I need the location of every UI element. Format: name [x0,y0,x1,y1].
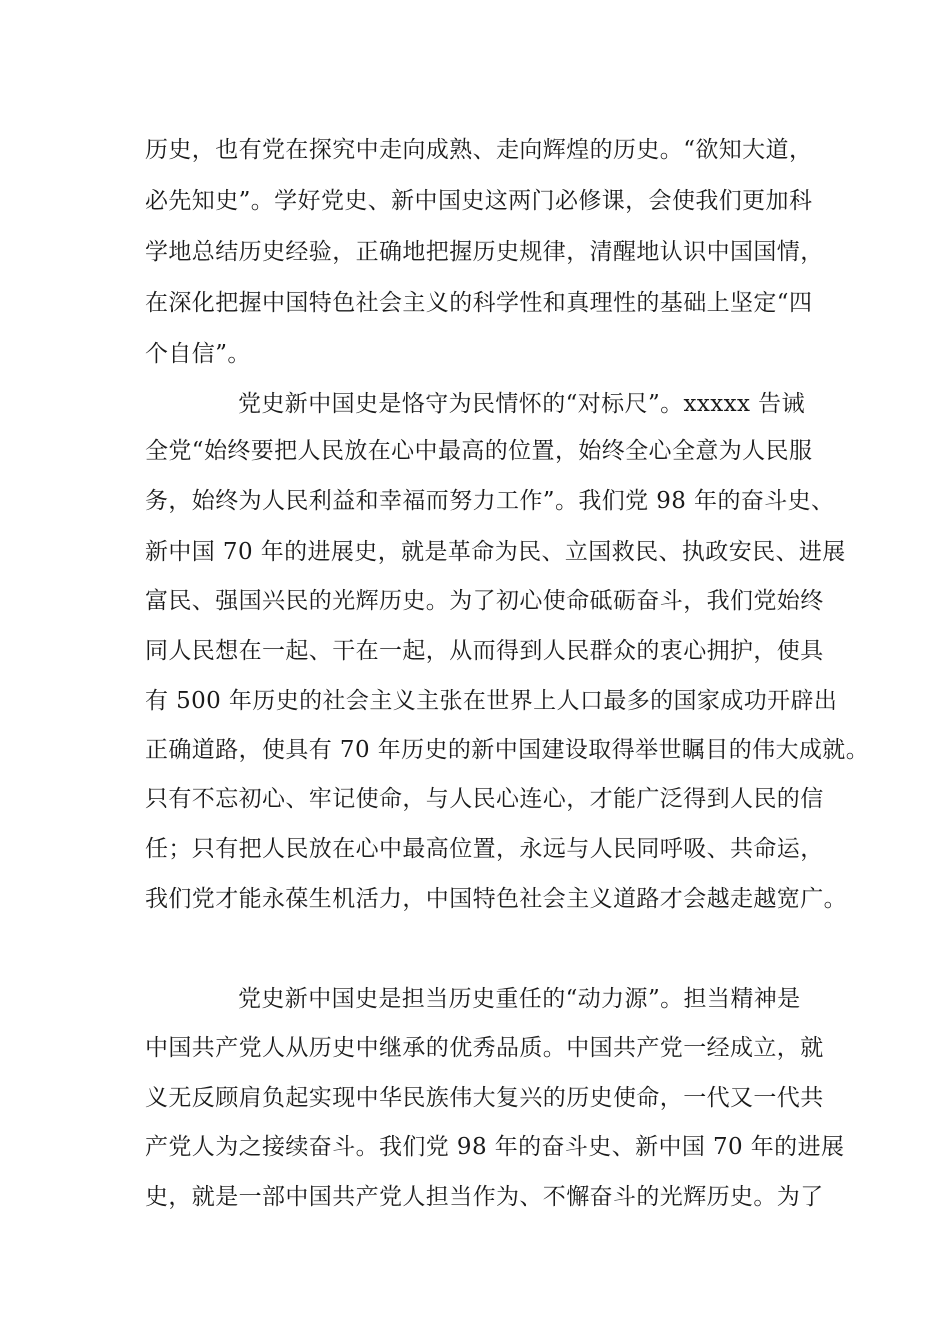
paragraph-line: 必先知史”。学好党史、新中国史这两门必修课，会使我们更加科 [145,188,813,214]
paragraph-line: 任；只有把人民放在心中最高位置，永远与人民同呼吸、共命运， [145,836,824,862]
paragraph-line: 新中国 70 年的进展史，就是革命为民、立国救民、执政安民、进展 [145,539,846,565]
paragraph-line: 产党人为之接续奋斗。我们党 98 年的奋斗史、新中国 70 年的进展 [145,1134,845,1160]
paragraph-line: 全党“始终要把人民放在心中最高的位置，始终全心全意为人民服 [145,438,813,464]
paragraph-line: 务，始终为人民利益和幸福而努力工作”。我们党 98 年的奋斗史、 [145,488,835,514]
paragraph-line: 中国共产党人从历史中继承的优秀品质。中国共产党一经成立，就 [145,1035,824,1061]
paragraph-line: 党史新中国史是担当历史重任的“动力源”。担当精神是 [238,986,801,1012]
paragraph-line: 历史，也有党在探究中走向成熟、走向辉煌的历史。“欲知大道， [145,137,813,163]
paragraph-line: 个自信”。 [145,341,251,367]
paragraph-line: 学地总结历史经验，正确地把握历史规律，清醒地认识中国国情， [145,239,824,265]
paragraph-line: 党史新中国史是恪守为民情怀的“对标尺”。xxxxx 告诫 [238,391,805,417]
paragraph-line: 正确道路，使具有 70 年历史的新中国建设取得举世瞩目的伟大成就。 [145,737,870,763]
paragraph-line: 富民、强国兴民的光辉历史。为了初心使命砥砺奋斗，我们党始终 [145,588,824,614]
paragraph-line: 我们党才能永葆生机活力，中国特色社会主义道路才会越走越宽广。 [145,886,847,912]
paragraph-line: 在深化把握中国特色社会主义的科学性和真理性的基础上坚定“四 [145,290,813,316]
paragraph-line: 同人民想在一起、干在一起，从而得到人民群众的衷心拥护，使具 [145,638,824,664]
paragraph-line: 义无反顾肩负起实现中华民族伟大复兴的历史使命，一代又一代共 [145,1085,824,1111]
paragraph-line: 只有不忘初心、牢记使命，与人民心连心，才能广泛得到人民的信 [145,786,824,812]
paragraph-line: 有 500 年历史的社会主义主张在世界上人口最多的国家成功开辟出 [145,688,838,714]
paragraph-line: 史，就是一部中国共产党人担当作为、不懈奋斗的光辉历史。为了 [145,1184,824,1210]
